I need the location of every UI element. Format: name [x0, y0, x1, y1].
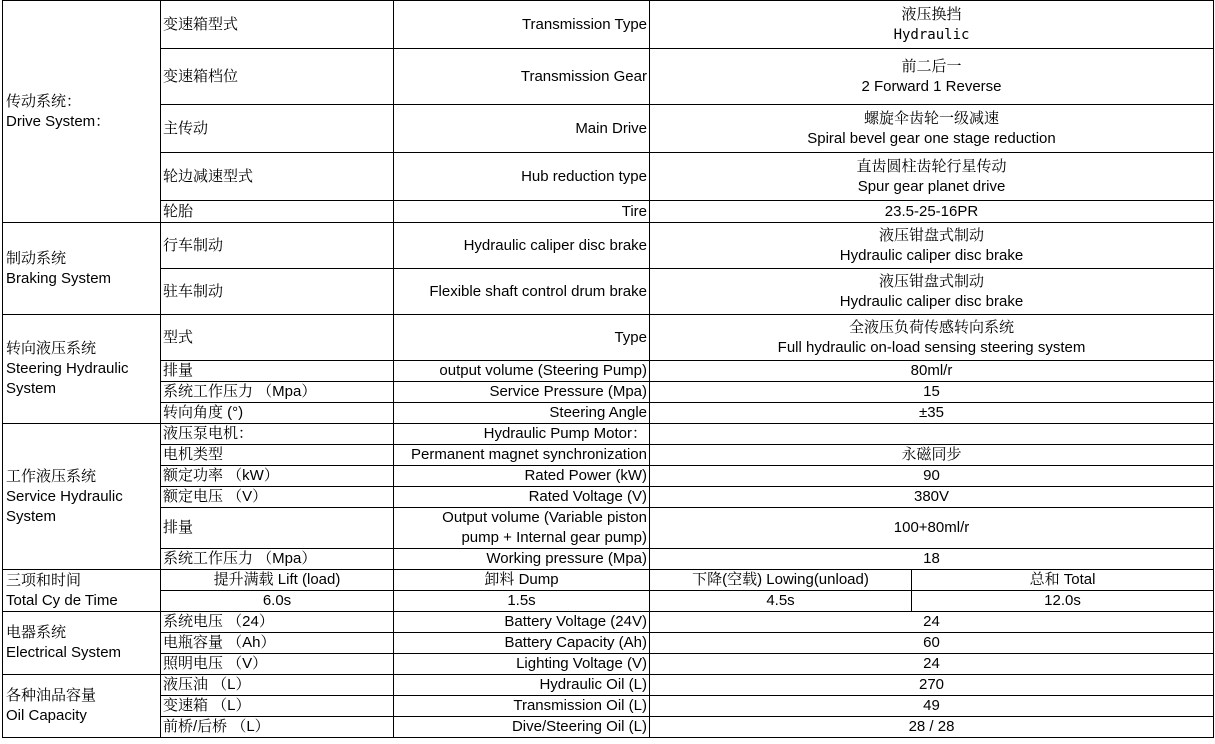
value-cell — [650, 153, 1214, 201]
value-cell — [650, 105, 1214, 153]
cell-line: 90 — [923, 467, 940, 484]
value-cell — [650, 633, 1214, 654]
cell-line: 电器系统 — [6, 624, 67, 641]
chinese-label: 前桥/后桥 （L） — [161, 717, 394, 738]
value-cell — [650, 403, 1214, 424]
cell-line: 49 — [923, 697, 940, 714]
english-label: Permanent magnet synchronization — [394, 445, 650, 466]
cell-line: Hydraulic caliper disc brake — [839, 246, 1024, 264]
cell-line: Oil Capacity — [6, 707, 87, 724]
chinese-label: 变速箱档位 — [161, 49, 394, 105]
chinese-label: 液压油 （L） — [161, 675, 394, 696]
cell-line: 15 — [923, 383, 940, 400]
value-cell — [650, 487, 1214, 508]
spec-row — [3, 508, 1214, 549]
english-label: Hydraulic Pump Motor： — [394, 424, 650, 445]
english-label: Lighting Voltage (V) — [394, 654, 650, 675]
spec-row — [3, 1, 1214, 49]
english-label: Battery Capacity (Ah) — [394, 633, 650, 654]
cell-line: 80ml/r — [910, 362, 953, 379]
cell-line: 18 — [923, 550, 940, 567]
cell-line: 24 — [923, 655, 940, 672]
english-label: Transmission Gear — [394, 49, 650, 105]
english-label: Battery Voltage (24V) — [394, 612, 650, 633]
value-cell — [650, 445, 1214, 466]
spec-row — [3, 487, 1214, 508]
spec-row — [3, 315, 1214, 361]
chinese-label: 液压泵电机： — [161, 424, 394, 445]
value-cell — [650, 612, 1214, 633]
value-cell — [650, 549, 1214, 570]
chinese-label: 排量 — [161, 508, 394, 549]
cell-line: 液压钳盘式制动 — [879, 226, 985, 244]
spec-row — [3, 466, 1214, 487]
english-label: output volume (Steering Pump) — [394, 361, 650, 382]
cycle-header: 下降(空载) Lowing(unload) — [650, 570, 912, 591]
english-label: Hub reduction type — [394, 153, 650, 201]
cell-line: Spiral bevel gear one stage reduction — [807, 129, 1056, 147]
spec-row — [3, 696, 1214, 717]
value-cell — [650, 269, 1214, 315]
value-cell — [650, 315, 1214, 361]
cell-line: 转向液压系统 — [6, 340, 97, 357]
category-cell — [3, 570, 161, 612]
cell-line: 三项和时间 — [6, 571, 82, 589]
spec-row — [3, 675, 1214, 696]
cell-line: 23.5-25-16PR — [884, 202, 979, 220]
english-label: Hydraulic caliper disc brake — [394, 223, 650, 269]
spec-row — [3, 201, 1214, 223]
category-cell — [3, 315, 161, 424]
value-cell — [650, 201, 1214, 223]
category-cell — [3, 612, 161, 675]
english-label: Rated Voltage (V) — [394, 487, 650, 508]
chinese-label: 轮边减速型式 — [161, 153, 394, 201]
cell-line: 全液压负荷传感转向系统 — [849, 318, 1015, 336]
english-label: Transmission Oil (L) — [394, 696, 650, 717]
cell-line: pump + Internal gear pump) — [461, 529, 647, 546]
cell-line: 前二后一 — [901, 57, 962, 75]
value-cell — [650, 654, 1214, 675]
cell-line: 2 Forward 1 Reverse — [861, 77, 1002, 95]
english-label: Dive/Steering Oil (L) — [394, 717, 650, 738]
value-cell — [650, 717, 1214, 738]
english-label: Working pressure (Mpa) — [394, 549, 650, 570]
cell-line: 直齿圆柱齿轮行星传动 — [856, 157, 1007, 175]
category-cell — [3, 675, 161, 738]
cycle-value: 12.0s — [912, 591, 1214, 612]
cell-line: 工作液压系统 — [6, 467, 97, 485]
cell-line: ±35 — [919, 404, 944, 421]
spec-row — [3, 445, 1214, 466]
english-label — [394, 508, 650, 549]
chinese-label: 转向角度 (°) — [161, 403, 394, 424]
chinese-label: 电瓶容量 （Ah） — [161, 633, 394, 654]
cell-line: Drive System： — [6, 112, 111, 130]
cell-line: 100+80ml/r — [893, 519, 970, 536]
chinese-label: 系统工作压力 （Mpa） — [161, 549, 394, 570]
cycle-header: 提升满载 Lift (load) — [161, 570, 394, 591]
spec-row — [3, 549, 1214, 570]
chinese-label: 系统电压 （24） — [161, 612, 394, 633]
category-cell — [3, 223, 161, 315]
spec-row — [3, 654, 1214, 675]
spec-row — [3, 153, 1214, 201]
cycle-value: 4.5s — [650, 591, 912, 612]
cell-line: Service Hydraulic — [6, 487, 123, 505]
category-cell — [3, 1, 161, 223]
chinese-label: 额定电压 （V） — [161, 487, 394, 508]
cell-line: Braking System — [6, 269, 112, 287]
value-cell — [650, 49, 1214, 105]
spec-row — [3, 403, 1214, 424]
cell-line: 24 — [923, 613, 940, 630]
spec-row — [3, 424, 1214, 445]
value-cell — [650, 696, 1214, 717]
chinese-label: 轮胎 — [161, 201, 394, 223]
spec-row — [3, 361, 1214, 382]
category-cell — [3, 424, 161, 570]
chinese-label: 排量 — [161, 361, 394, 382]
cell-line: 60 — [923, 634, 940, 651]
value-cell — [650, 361, 1214, 382]
spec-row — [3, 223, 1214, 269]
spec-row — [3, 105, 1214, 153]
cell-line: System — [6, 380, 57, 397]
english-label: Hydraulic Oil (L) — [394, 675, 650, 696]
cell-line: 液压换挡 — [901, 5, 962, 23]
english-label: Transmission Type — [394, 1, 650, 49]
cell-line: Output volume (Variable piston — [442, 509, 647, 526]
value-cell — [650, 508, 1214, 549]
chinese-label: 照明电压 （V） — [161, 654, 394, 675]
cell-line: Full hydraulic on-load sensing steering system — [777, 338, 1086, 356]
english-label: Flexible shaft control drum brake — [394, 269, 650, 315]
spec-table — [2, 0, 1214, 738]
cycle-value-row — [3, 591, 1214, 612]
english-label: Main Drive — [394, 105, 650, 153]
spec-row — [3, 382, 1214, 403]
chinese-label: 系统工作压力 （Mpa） — [161, 382, 394, 403]
cell-line: 28 / 28 — [908, 718, 955, 735]
cell-line: 液压钳盘式制动 — [879, 272, 985, 290]
cycle-header-row — [3, 570, 1214, 591]
value-cell — [650, 675, 1214, 696]
cycle-value: 6.0s — [161, 591, 394, 612]
cell-line: 各种油品容量 — [6, 687, 97, 704]
cell-line: 制动系统 — [6, 249, 67, 267]
value-cell — [650, 1, 1214, 49]
spec-row — [3, 49, 1214, 105]
english-label: Steering Angle — [394, 403, 650, 424]
chinese-label: 驻车制动 — [161, 269, 394, 315]
cell-line: Hydraulic — [893, 26, 970, 43]
chinese-label: 变速箱型式 — [161, 1, 394, 49]
cell-line: System — [6, 507, 57, 525]
chinese-label: 行车制动 — [161, 223, 394, 269]
spec-row — [3, 269, 1214, 315]
value-cell — [650, 424, 1214, 445]
cell-line: Hydraulic caliper disc brake — [839, 292, 1024, 310]
spec-row — [3, 633, 1214, 654]
cell-line: 螺旋伞齿轮一级减速 — [864, 109, 1000, 127]
cell-line: Spur gear planet drive — [857, 177, 1006, 195]
cycle-header: 总和 Total — [912, 570, 1214, 591]
cell-line: 传动系统： — [6, 92, 82, 110]
chinese-label: 主传动 — [161, 105, 394, 153]
english-label: Tire — [394, 201, 650, 223]
cell-line: Electrical System — [6, 644, 122, 661]
spec-row — [3, 612, 1214, 633]
chinese-label: 变速箱 （L） — [161, 696, 394, 717]
spec-row — [3, 717, 1214, 738]
value-cell — [650, 223, 1214, 269]
english-label: Service Pressure (Mpa) — [394, 382, 650, 403]
chinese-label: 额定功率 （kW） — [161, 466, 394, 487]
cell-line: 270 — [918, 676, 945, 693]
cell-line: Total Cy de Time — [6, 591, 118, 609]
chinese-label: 电机类型 — [161, 445, 394, 466]
english-label: Rated Power (kW) — [394, 466, 650, 487]
cell-line: Steering Hydraulic — [6, 360, 129, 377]
chinese-label: 型式 — [161, 315, 394, 361]
cycle-value: 1.5s — [394, 591, 650, 612]
value-cell — [650, 466, 1214, 487]
cell-line: 永磁同步 — [901, 446, 962, 463]
cycle-header: 卸料 Dump — [394, 570, 650, 591]
english-label: Type — [394, 315, 650, 361]
value-cell — [650, 382, 1214, 403]
cell-line: 380V — [913, 488, 950, 505]
